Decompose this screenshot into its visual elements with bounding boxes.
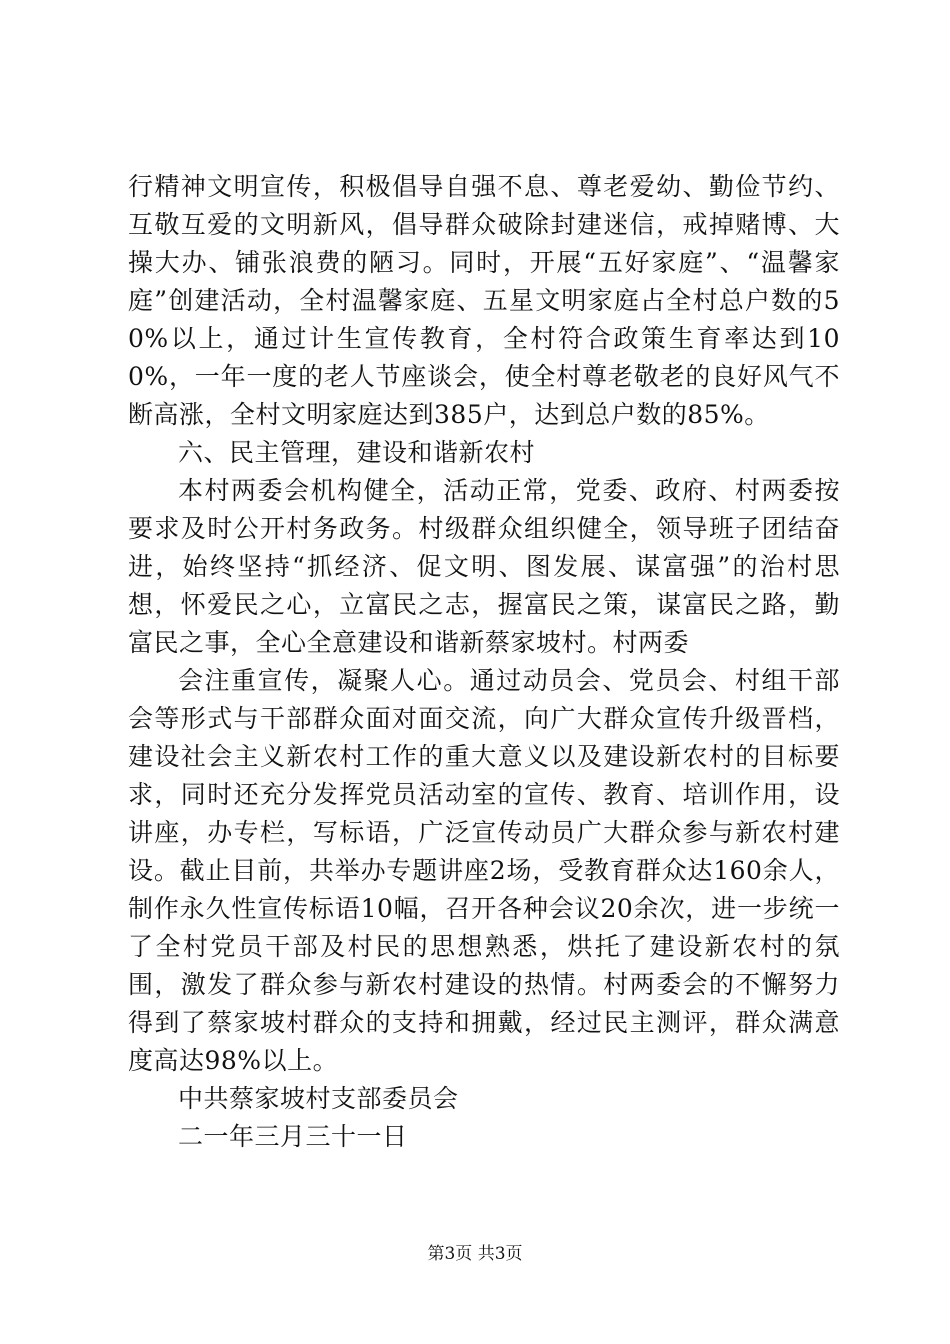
document-body	[128, 168, 840, 1156]
signature-organization: 中共蔡家坡村支部委员会	[178, 1084, 459, 1113]
page-number-footer: 第3页 共3页	[427, 1244, 523, 1264]
paragraph-civic-promotion: 行精神文明宣传，积极倡导自强不息、尊老爱幼、勤俭节约、互敬互爱的文明新风，倡导群众破除封建迷信，戒掉赌博、大操大办、铺张浪费的陋习。同时，开展“五好家庭”、“温馨家庭”创建活动，全村温馨家庭、五星文明家庭占全村总户数的50%以上，通过计生宣传教育，全村符合政策生育率达到100%，一年一度的老人节座谈会，使全村尊老敬老的良好风气不断高涨，全村文明家庭达到385户，达到总户数的85%。	[128, 172, 840, 429]
paragraph-publicity: 会注重宣传，凝聚人心。通过动员会、党员会、村组干部会等形式与干部群众面对面交流，向广大群众宣传升级晋档，建设社会主义新农村工作的重大意义以及建设新农村的目标要求，同时还充分发挥党员活动室的宣传、教育、培训作用，设讲座，办专栏，写标语，广泛宣传动员广大群众参与新农村建设。截止目前，共举办专题讲座2场，受教育群众达160余人，制作永久性宣传标语10幅，召开各种会议20余次，进一步统一了全村党员干部及村民的思想熟悉，烘托了建设新农村的氛围，激发了群众参与新农村建设的热情。村两委会的不懈努力得到了蔡家坡村群众的支持和拥戴，经过民主测评，群众满意度高达98%以上。	[128, 666, 840, 1075]
section-heading-democratic-management: 六、民主管理，建设和谐新农村	[178, 438, 536, 467]
signature-date: 二一年三月三十一日	[178, 1122, 408, 1151]
paragraph-village-committee: 本村两委会机构健全，活动正常，党委、政府、村两委按要求及时公开村务政务。村级群众组织健全，领导班子团结奋进，始终坚持“抓经济、促文明、图发展、谋富强”的治村思想，怀爱民之心，立富民之志，握富民之策，谋富民之路，勤富民之事，全心全意建设和谐新蔡家坡村。村两委	[128, 476, 840, 657]
